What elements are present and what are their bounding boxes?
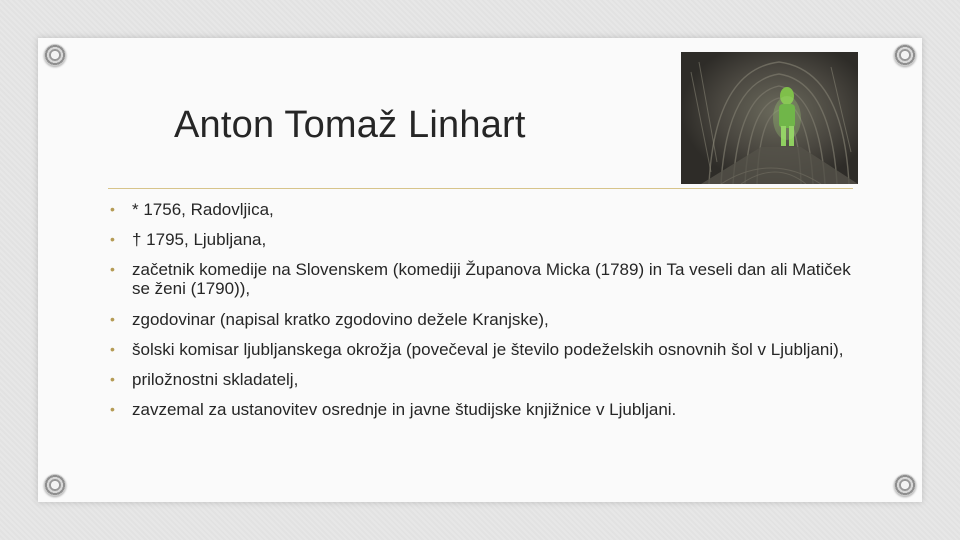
tunnel-figure-image bbox=[681, 52, 858, 184]
bullet-icon: • bbox=[110, 370, 115, 387]
bullet-icon: • bbox=[110, 261, 115, 278]
list-item bbox=[108, 370, 858, 389]
bullet-icon: • bbox=[110, 340, 115, 357]
bullet-text: šolski komisar ljubljanskega okrožja (povečeval je število podeželskih osnovnih šol v Ljubljani), bbox=[132, 339, 844, 359]
title-divider bbox=[108, 188, 853, 189]
list-item bbox=[108, 260, 858, 298]
bullet-text: priložnostni skladatelj, bbox=[132, 369, 299, 389]
bullet-text: zgodovinar (napisal kratko zgodovino dežele Kranjske), bbox=[132, 309, 549, 329]
bullet-text: * 1756, Radovljica, bbox=[132, 200, 274, 219]
list-item bbox=[108, 340, 858, 359]
list-item bbox=[108, 200, 858, 219]
slide-photo bbox=[681, 52, 858, 184]
bullet-icon: • bbox=[110, 201, 115, 217]
thumbtack-icon bbox=[894, 474, 916, 496]
thumbtack-icon bbox=[44, 474, 66, 496]
list-item bbox=[108, 230, 858, 249]
thumbtack-icon bbox=[894, 44, 916, 66]
bullet-icon: • bbox=[110, 231, 115, 248]
slide-title: Anton Tomaž Linhart bbox=[174, 104, 526, 146]
bullet-icon: • bbox=[110, 401, 115, 418]
bullet-text: začetnik komedije na Slovenskem (komediji Županova Micka (1789) in Ta veseli dan ali Matiček se ženi (1790)), bbox=[132, 260, 851, 299]
bullet-list bbox=[108, 200, 858, 430]
bullet-text: † 1795, Ljubljana, bbox=[132, 230, 267, 250]
thumbtack-icon bbox=[44, 44, 66, 66]
bullet-text: zavzemal za ustanovitev osrednje in javne študijske knjižnice v Ljubljani. bbox=[132, 400, 677, 420]
bullet-icon: • bbox=[110, 310, 115, 327]
list-item bbox=[108, 310, 858, 329]
list-item bbox=[108, 400, 858, 419]
